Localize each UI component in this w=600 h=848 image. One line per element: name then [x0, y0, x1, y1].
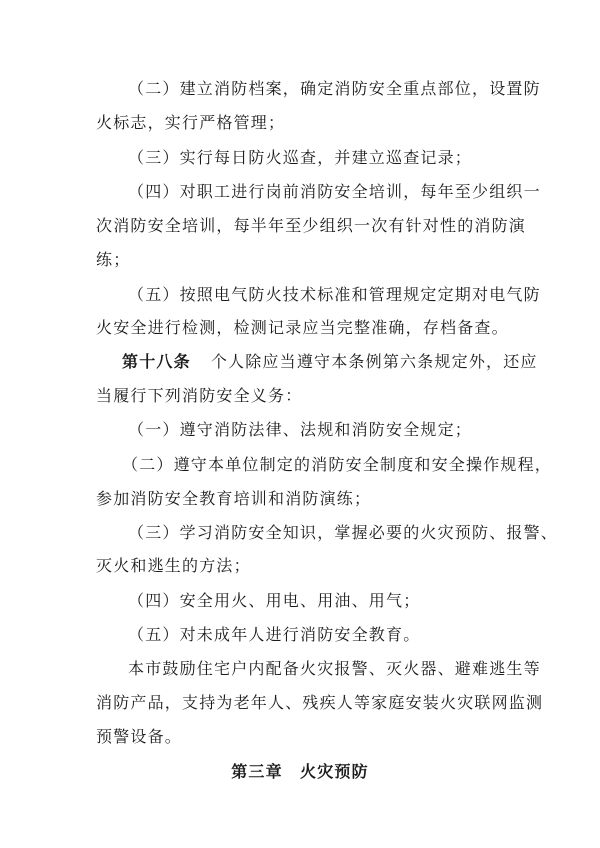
article-18-text: 个人除应当遵守本条例第六条规定外，还应: [210, 352, 538, 371]
paragraph-5-line-1: （五）按照电气防火技术标准和管理规定定期对电气防: [128, 285, 541, 304]
item-5-line-1: （五）对未成年人进行消防安全教育。: [128, 625, 421, 644]
paragraph-4-line-2: 次消防安全培训，每半年至少组织一次有针对性的消防演: [96, 216, 527, 235]
paragraph-2-line-1: （二）建立消防档案，确定消防安全重点部位，设置防: [128, 79, 541, 98]
item-3-line-1: （三）学习消防安全知识，掌握必要的火灾预防、报警、: [128, 523, 559, 542]
article-18-title: 第十八条: [122, 352, 191, 371]
item-2-line-2: 参加消防安全教育培训和消防演练；: [96, 489, 372, 508]
paragraph-3-line-1: （三）实行每日防火巡查，并建立巡查记录；: [128, 148, 473, 167]
article-18-line-1: [122, 352, 538, 372]
encourage-line-2: 消防产品，支持为老年人、残疾人等家庭安装火灾联网监测: [96, 693, 544, 712]
encourage-line-1: 本市鼓励住宅户内配备火灾报警、灭火器、避难逃生等: [128, 659, 541, 678]
encourage-line-3: 预警设备。: [96, 727, 183, 746]
paragraph-4-line-3: 练；: [96, 250, 131, 269]
item-2-line-1: （二）遵守本单位制定的消防安全制度和安全操作规程，: [122, 455, 553, 474]
item-3-line-2: 灭火和逃生的方法；: [96, 556, 251, 575]
chapter-heading: 第三章 火灾预防: [231, 762, 369, 781]
paragraph-2-line-2: 火标志，实行严格管理；: [96, 113, 286, 132]
paragraph-5-line-2: 火安全进行检测，检测记录应当完整准确，存档备查。: [96, 318, 509, 337]
article-18-line-2: 当履行下列消防安全义务：: [96, 386, 303, 405]
item-1-line-1: （一）遵守消防法律、法规和消防安全规定；: [128, 420, 473, 439]
paragraph-4-line-1: （四）对职工进行岗前消防安全培训，每年至少组织一: [128, 182, 541, 201]
item-4-line-1: （四）安全用火、用电、用油、用气；: [128, 591, 421, 610]
